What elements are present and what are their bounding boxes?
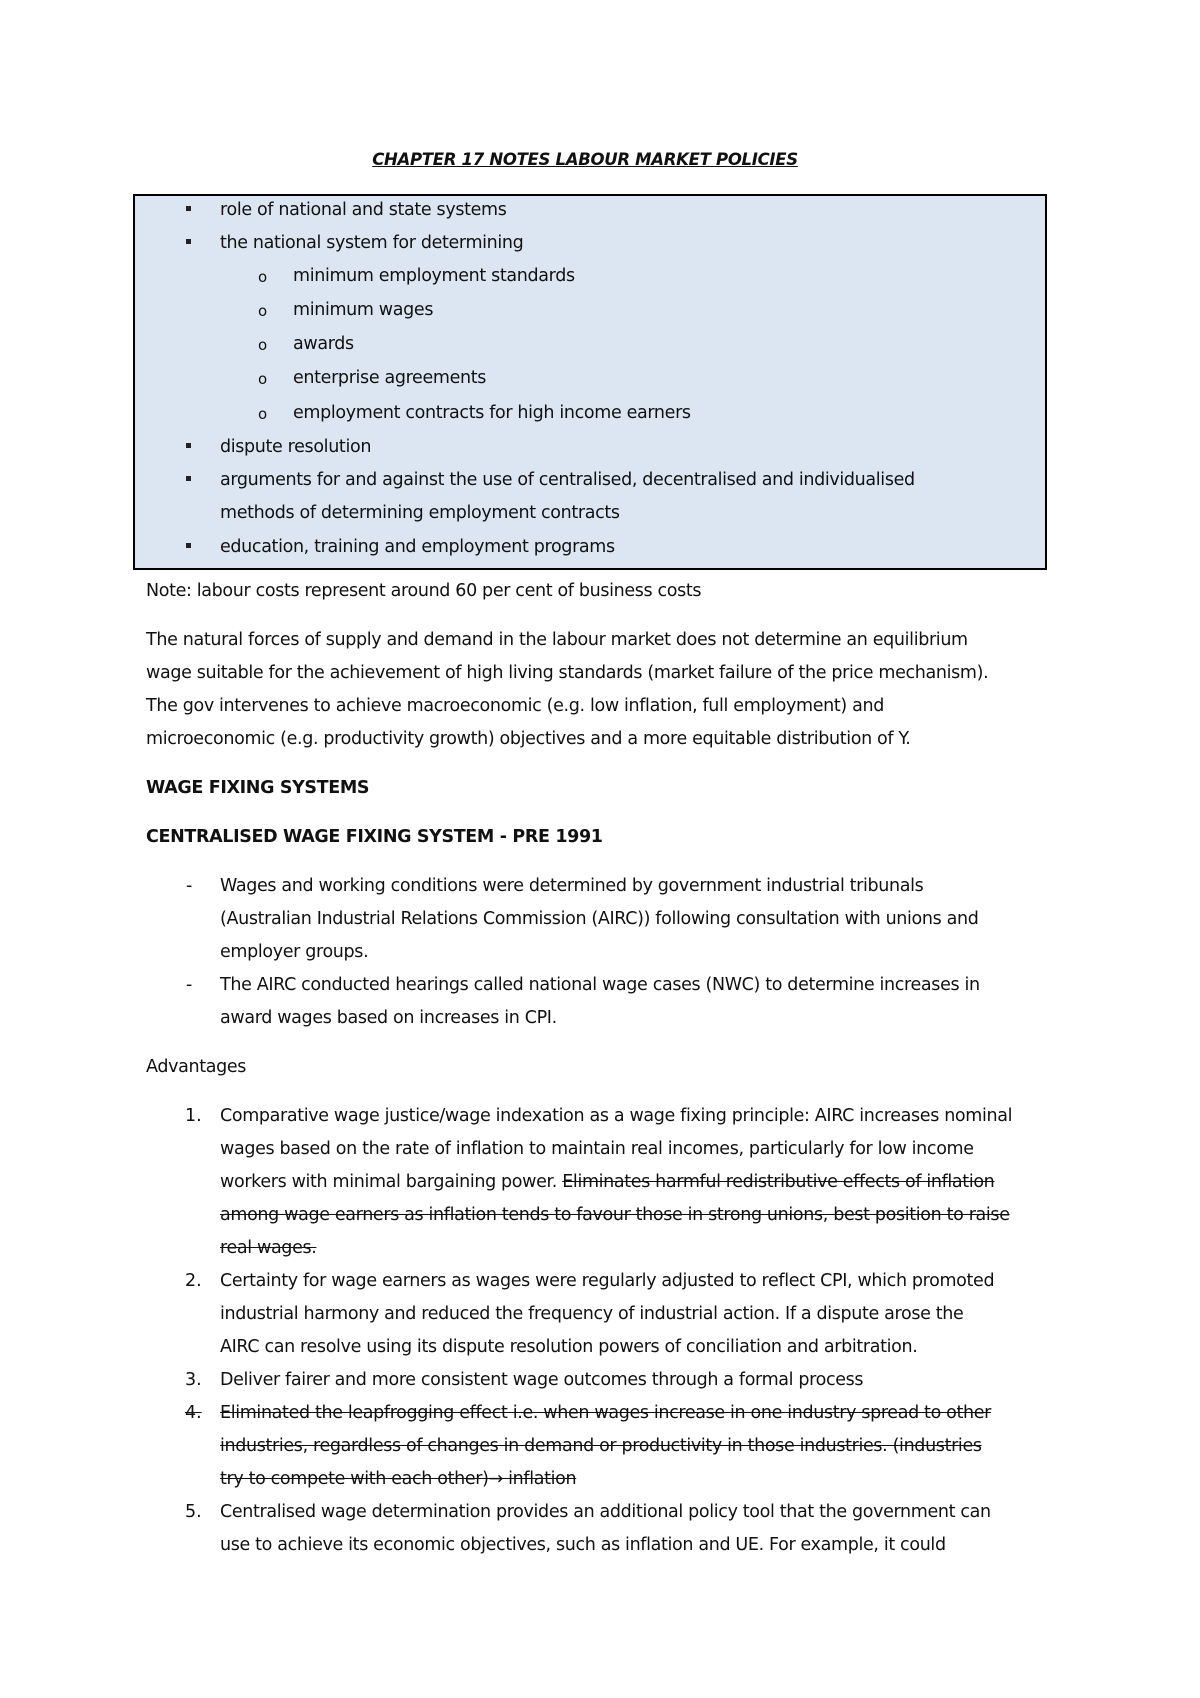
topic-item: arguments for and against the use of centralised, decentralised and individualised (220, 470, 915, 490)
list-number: 3. (185, 1370, 202, 1390)
centralised-point-line: (Australian Industrial Relations Commission (AIRC)) following consultation with unions and (220, 909, 979, 929)
advantage-line: use to achieve its economic objectives, such as inflation and UE. For example, it could (220, 1535, 946, 1555)
note-text: Note: labour costs represent around 60 per cent of business costs (146, 581, 702, 601)
struck-text: industries, regardless of changes in demand or productivity in those industries. (industries (220, 1436, 982, 1456)
sub-topic-item: minimum wages (293, 300, 434, 320)
section-heading: WAGE FIXING SYSTEMS (146, 778, 370, 798)
advantage-line: Certainty for wage earners as wages were regularly adjusted to reflect CPI, which promoted (220, 1271, 995, 1291)
dash-bullet-icon: - (186, 876, 193, 896)
centralised-point-line: award wages based on increases in CPI. (220, 1008, 557, 1028)
square-bullet-icon (186, 543, 191, 548)
list-number: 4. (185, 1403, 202, 1423)
advantage-line: industrial harmony and reduced the frequency of industrial action. If a dispute arose the (220, 1304, 964, 1324)
struck-text: among wage earners as inflation tends to favour those in strong unions, best position to raise (220, 1205, 1010, 1225)
advantages-heading: Advantages (146, 1057, 247, 1077)
sub-topic-item: enterprise agreements (293, 368, 487, 388)
topic-item: dispute resolution (220, 437, 372, 457)
square-bullet-icon (186, 206, 191, 211)
advantage-line: wages based on the rate of inflation to maintain real incomes, particularly for low income (220, 1139, 974, 1159)
circle-bullet-icon: o (258, 370, 268, 388)
topic-item: the national system for determining (220, 233, 524, 253)
advantage-line: Deliver fairer and more consistent wage outcomes through a formal process (220, 1370, 864, 1390)
advantage-text: workers with minimal bargaining power. (220, 1172, 563, 1192)
list-number: 5. (185, 1502, 202, 1522)
topic-item: role of national and state systems (220, 200, 507, 220)
struck-text: real wages. (220, 1238, 317, 1258)
intro-paragraph-line: microeconomic (e.g. productivity growth) objectives and a more equitable distribution of Y. (146, 729, 911, 749)
square-bullet-icon (186, 443, 191, 448)
sub-topic-item: employment contracts for high income earners (293, 403, 691, 423)
sub-topic-item: awards (293, 334, 354, 354)
centralised-point-line: Wages and working conditions were determined by government industrial tribunals (220, 876, 924, 896)
intro-paragraph-line: wage suitable for the achievement of high living standards (market failure of the price mechanism). (146, 663, 989, 683)
struck-text: Eliminated the leapfrogging effect i.e. when wages increase in one industry spread to other (220, 1403, 992, 1423)
topic-item-continued: methods of determining employment contracts (220, 503, 620, 523)
sub-topic-item: minimum employment standards (293, 266, 575, 286)
struck-text: Eliminates harmful redistributive effects of inflation (562, 1172, 995, 1192)
subsection-heading: CENTRALISED WAGE FIXING SYSTEM - PRE 1991 (146, 827, 603, 847)
square-bullet-icon (186, 476, 191, 481)
dash-bullet-icon: - (186, 975, 193, 995)
circle-bullet-icon: o (258, 302, 268, 320)
circle-bullet-icon: o (258, 405, 268, 423)
advantage-line: Centralised wage determination provides an additional policy tool that the government can (220, 1502, 991, 1522)
list-number: 1. (185, 1106, 202, 1126)
centralised-point-line: employer groups. (220, 942, 369, 962)
intro-paragraph-line: The natural forces of supply and demand in the labour market does not determine an equilibrium (146, 630, 968, 650)
topic-item: education, training and employment programs (220, 537, 615, 557)
list-number: 2. (185, 1271, 202, 1291)
centralised-point-line: The AIRC conducted hearings called national wage cases (NWC) to determine increases in (220, 975, 980, 995)
advantage-line: AIRC can resolve using its dispute resolution powers of conciliation and arbitration. (220, 1337, 918, 1357)
circle-bullet-icon: o (258, 268, 268, 286)
struck-text: try to compete with each other)→ inflation (220, 1469, 577, 1489)
intro-paragraph-line: The gov intervenes to achieve macroeconomic (e.g. low inflation, full employment) and (146, 696, 884, 716)
circle-bullet-icon: o (258, 336, 268, 354)
advantage-line (220, 1171, 994, 1193)
page-title: CHAPTER 17 NOTES LABOUR MARKET POLICIES (372, 150, 798, 169)
square-bullet-icon (186, 239, 191, 244)
advantage-line: Comparative wage justice/wage indexation as a wage fixing principle: AIRC increases nominal (220, 1106, 1013, 1126)
